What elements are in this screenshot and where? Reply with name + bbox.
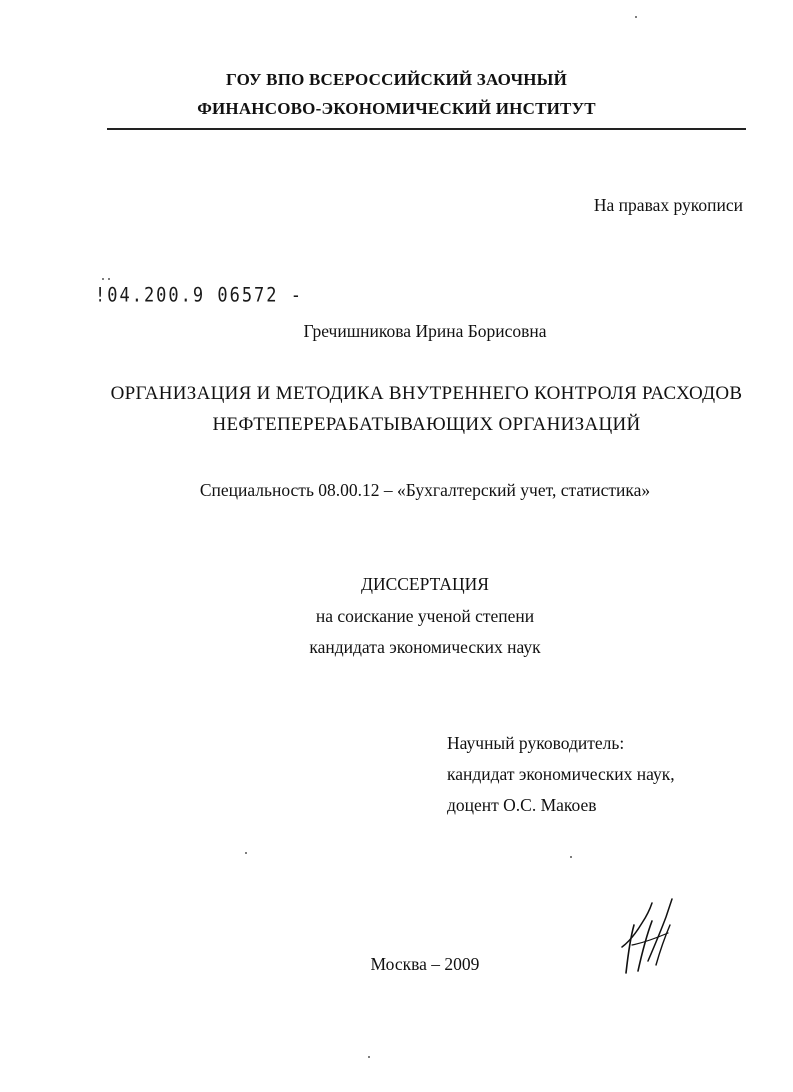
place-year: Москва – 2009 (370, 954, 480, 974)
supervisor-line-1: Научный руководитель: (447, 733, 625, 753)
signature-mark (612, 895, 682, 975)
author-name: Гречишникова Ирина Борисовна (303, 321, 547, 341)
dissertation-title-line-2: НЕФТЕПЕРЕРАБАТЫВАЮЩИХ ОРГАНИЗАЦИЙ (212, 414, 641, 435)
scan-speck (102, 278, 104, 280)
dissertation-title-line-1: ОРГАНИЗАЦИЯ И МЕТОДИКА ВНУТРЕННЕГО КОНТРОЛЯ РАСХОДОВ (110, 383, 743, 404)
institution-line-1: ГОУ ВПО ВСЕРОССИЙСКИЙ ЗАОЧНЫЙ (225, 70, 567, 89)
scan-speck (368, 1056, 370, 1058)
supervisor-line-3: доцент О.С. Макоев (447, 795, 597, 815)
scan-speck (245, 852, 247, 854)
work-type-line-3: кандидата экономических наук (309, 637, 541, 657)
scan-speck (108, 278, 110, 280)
institution-line-2: ФИНАНСОВО-ЭКОНОМИЧЕСКИЙ ИНСТИТУТ (197, 99, 596, 118)
scan-speck (570, 856, 572, 858)
specialty: Специальность 08.00.12 – «Бухгалтерский учет, статистика» (199, 480, 651, 500)
header-rule (107, 128, 746, 130)
supervisor-line-2: кандидат экономических наук, (447, 764, 675, 784)
work-type-line-2: на соискание ученой степени (315, 606, 535, 626)
scan-speck (635, 16, 637, 18)
work-type-label: ДИССЕРТАЦИЯ (361, 574, 489, 594)
manuscript-note: На правах рукописи (593, 195, 743, 215)
archive-stamp-number: !04.200.9 06572 - (95, 284, 303, 307)
